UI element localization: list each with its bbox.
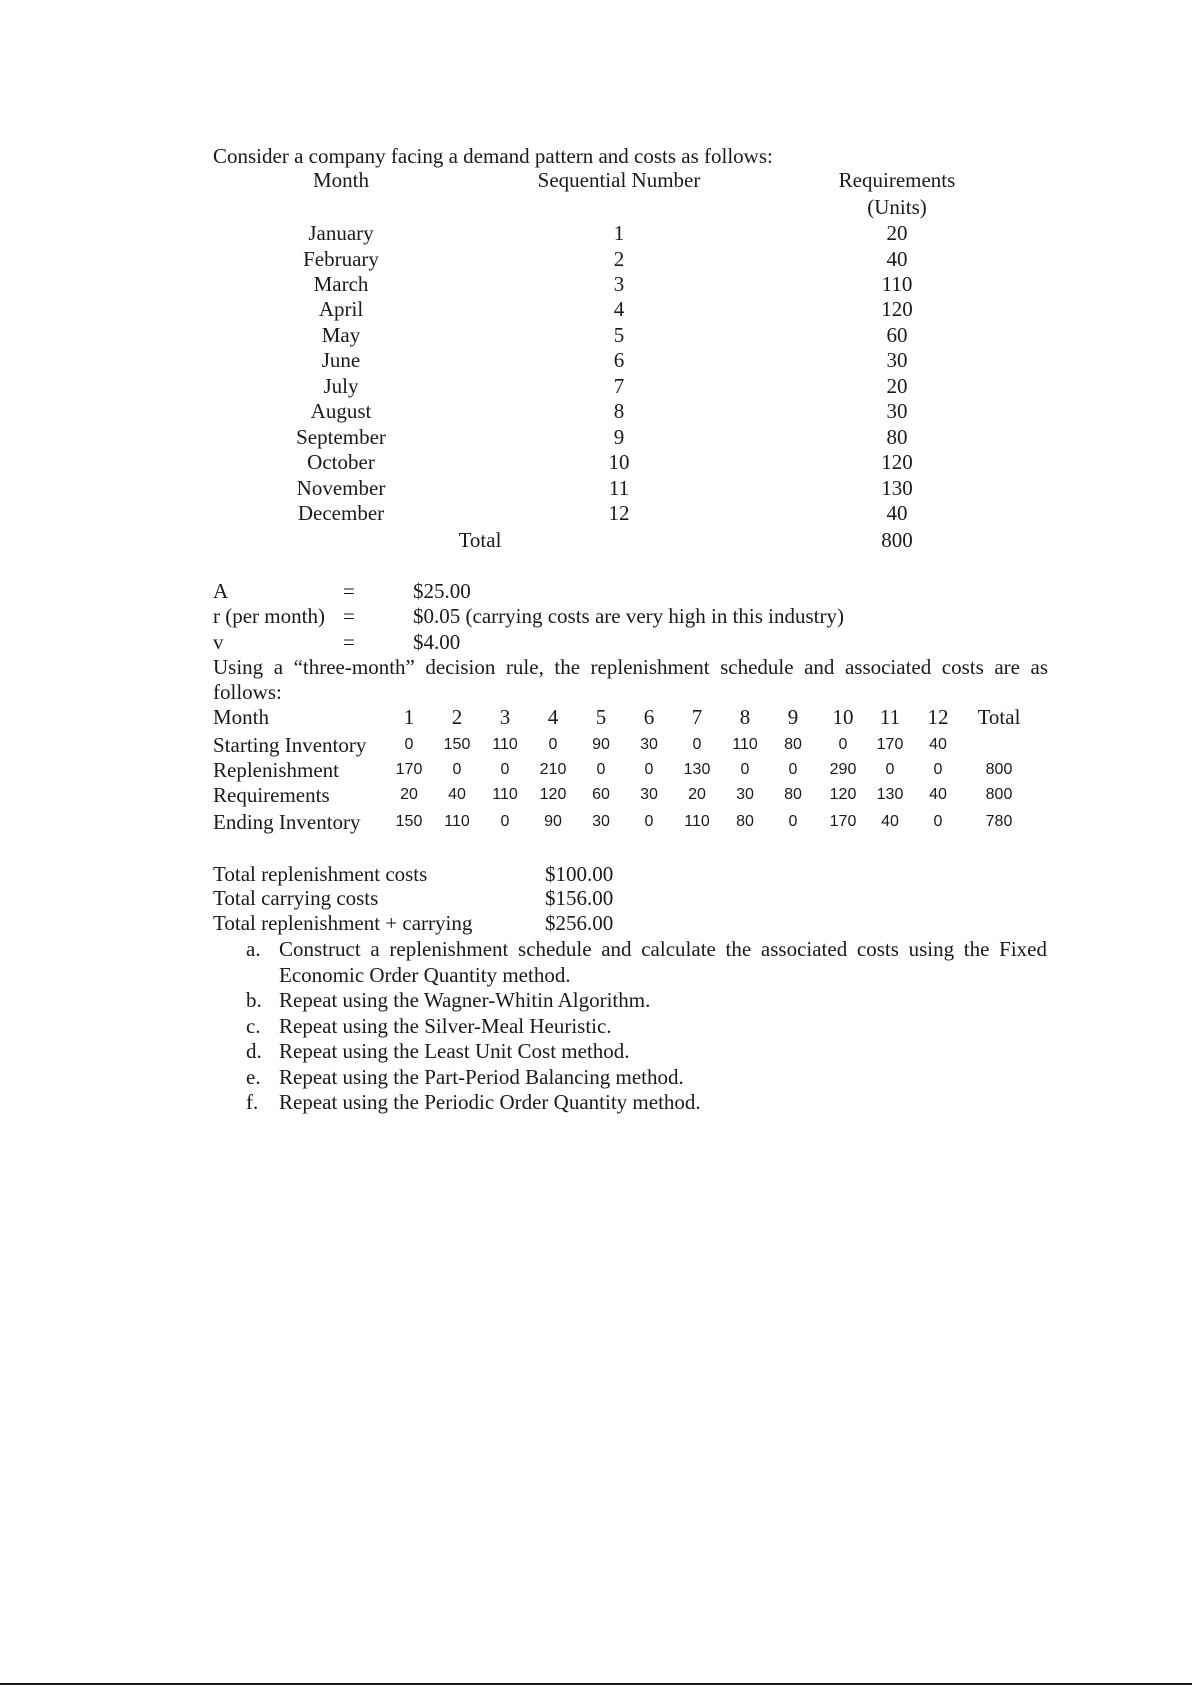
task-marker: d.	[246, 1039, 262, 1063]
schedule-cell: 0	[452, 761, 462, 778]
demand-req-cell: 120	[881, 450, 913, 474]
schedule-row-label: Requirements	[213, 783, 330, 807]
schedule-cell: 20	[688, 786, 706, 803]
schedule-cell: 120	[829, 786, 857, 803]
schedule-cell: 30	[640, 786, 658, 803]
schedule-month-header: 12	[927, 705, 949, 729]
schedule-cell: 0	[548, 736, 558, 753]
schedule-month-header: 8	[739, 705, 751, 729]
schedule-cell: 0	[644, 813, 654, 830]
demand-req-cell: 60	[886, 323, 908, 347]
schedule-cell: 30	[592, 813, 610, 830]
schedule-cell: 130	[683, 761, 711, 778]
schedule-row-label: Ending Inventory	[213, 810, 361, 834]
schedule-cell: 0	[740, 761, 750, 778]
schedule-cell: 0	[596, 761, 606, 778]
demand-req-cell: 40	[886, 501, 908, 525]
param-value: $0.05 (carrying costs are very high in this industry)	[413, 604, 844, 628]
schedule-cell: 20	[400, 786, 418, 803]
demand-seq-cell: 8	[613, 399, 625, 423]
schedule-cell: 0	[644, 761, 654, 778]
task-text: Repeat using the Silver-Meal Heuristic.	[279, 1013, 612, 1038]
schedule-month-header: 5	[595, 705, 607, 729]
schedule-cell: 290	[829, 761, 857, 778]
param-name: r (per month)	[213, 604, 325, 628]
schedule-cell: 60	[592, 786, 610, 803]
demand-header-req: Requirements	[838, 168, 956, 192]
task-text: Repeat using the Wagner-Whitin Algorithm.	[279, 988, 651, 1012]
task-marker: f.	[246, 1090, 259, 1114]
schedule-cell: 80	[784, 786, 802, 803]
demand-month-cell: March	[313, 272, 369, 296]
cost-label: Total replenishment costs	[213, 862, 428, 886]
schedule-month-header: 3	[499, 705, 511, 729]
schedule-cell: 110	[684, 813, 710, 830]
rule-line-1: Using a “three-month” decision rule, the replenishment schedule and associated costs are as	[213, 655, 1048, 679]
schedule-total-header: Total	[977, 705, 1021, 729]
cost-value: $156.00	[545, 886, 614, 910]
schedule-row-total: 800	[985, 761, 1013, 778]
schedule-cell: 80	[736, 813, 754, 830]
task-marker: e.	[246, 1064, 261, 1089]
schedule-row-label: Starting Inventory	[213, 733, 367, 757]
task-text: Construct a replenishment schedule and calculate the associated costs using the Fixed	[279, 937, 1047, 961]
schedule-header-label: Month	[213, 705, 270, 729]
schedule-cell: 0	[692, 736, 702, 753]
schedule-row-label: Replenishment	[213, 758, 339, 782]
schedule-cell: 0	[788, 761, 798, 778]
schedule-cell: 0	[500, 813, 510, 830]
demand-header-month: Month	[312, 168, 370, 192]
schedule-cell: 110	[492, 736, 518, 753]
schedule-month-header: 7	[691, 705, 703, 729]
schedule-cell: 0	[933, 761, 943, 778]
demand-month-cell: August	[310, 399, 372, 423]
schedule-cell: 30	[736, 786, 754, 803]
cost-label: Total carrying costs	[213, 886, 379, 910]
cost-label: Total replenishment + carrying	[213, 911, 473, 935]
schedule-row-total: 800	[985, 786, 1013, 803]
schedule-cell: 40	[881, 813, 899, 830]
schedule-cell: 40	[929, 786, 947, 803]
task-text: Economic Order Quantity method.	[279, 962, 571, 987]
cost-value: $100.00	[545, 862, 614, 886]
param-name: A	[213, 579, 229, 603]
demand-req-cell: 110	[881, 272, 913, 296]
schedule-cell: 0	[788, 813, 798, 830]
demand-month-cell: April	[318, 297, 364, 321]
demand-month-cell: May	[321, 323, 361, 347]
demand-req-cell: 130	[881, 476, 913, 500]
demand-month-cell: January	[308, 221, 374, 245]
demand-month-cell: February	[303, 247, 379, 271]
task-text: Repeat using the Part-Period Balancing method.	[279, 1064, 684, 1089]
schedule-cell: 0	[885, 761, 895, 778]
demand-total-label: Total	[458, 528, 502, 552]
schedule-cell: 150	[443, 736, 471, 753]
demand-month-cell: October	[307, 450, 375, 474]
param-value: $4.00	[413, 630, 461, 654]
intro-text: Consider a company facing a demand pattern and costs as follows:	[213, 144, 773, 168]
schedule-cell: 0	[404, 736, 414, 753]
demand-month-cell: July	[323, 374, 359, 398]
demand-seq-cell: 1	[613, 221, 625, 245]
schedule-cell: 170	[395, 761, 423, 778]
demand-req-cell: 40	[886, 247, 908, 271]
param-name: v	[213, 630, 224, 654]
demand-month-cell: December	[297, 501, 385, 525]
demand-req-cell: 80	[886, 425, 908, 449]
task-marker: b.	[246, 988, 262, 1012]
param-equals: =	[343, 630, 355, 654]
schedule-cell: 120	[539, 786, 567, 803]
schedule-row-total: 780	[985, 813, 1013, 830]
schedule-month-header: 6	[643, 705, 655, 729]
schedule-cell: 90	[592, 736, 610, 753]
schedule-month-header: 4	[547, 705, 559, 729]
schedule-month-header: 2	[451, 705, 463, 729]
schedule-month-header: 1	[403, 705, 415, 729]
demand-req-cell: 30	[886, 399, 908, 423]
demand-req-cell: 20	[886, 374, 908, 398]
demand-seq-cell: 11	[608, 476, 630, 500]
schedule-cell: 110	[732, 736, 758, 753]
task-text: Repeat using the Least Unit Cost method.	[279, 1039, 630, 1063]
demand-seq-cell: 7	[613, 374, 625, 398]
schedule-cell: 210	[539, 761, 567, 778]
schedule-cell: 130	[876, 786, 904, 803]
demand-header-seq: Sequential Number	[537, 168, 701, 192]
schedule-cell: 150	[395, 813, 423, 830]
demand-month-cell: September	[296, 425, 386, 449]
demand-seq-cell: 6	[613, 348, 625, 372]
param-value: $25.00	[413, 579, 471, 603]
demand-seq-cell: 10	[608, 450, 630, 474]
task-text: Repeat using the Periodic Order Quantity method.	[279, 1090, 701, 1114]
cost-value: $256.00	[545, 911, 614, 935]
param-equals: =	[343, 579, 355, 603]
schedule-month-header: 11	[879, 705, 901, 729]
schedule-cell: 90	[544, 813, 562, 830]
schedule-cell: 0	[500, 761, 510, 778]
demand-req-cell: 30	[886, 348, 908, 372]
schedule-cell: 170	[829, 813, 857, 830]
schedule-cell: 40	[929, 736, 947, 753]
schedule-cell: 40	[448, 786, 466, 803]
schedule-cell: 80	[784, 736, 802, 753]
demand-header-units: (Units)	[867, 195, 927, 219]
demand-month-cell: June	[321, 348, 361, 372]
demand-seq-cell: 2	[613, 247, 625, 271]
task-marker: a.	[246, 937, 261, 961]
schedule-cell: 0	[933, 813, 943, 830]
demand-req-cell: 120	[881, 297, 913, 321]
schedule-month-header: 10	[832, 705, 854, 729]
demand-total-value: 800	[881, 528, 913, 552]
schedule-month-header: 9	[787, 705, 799, 729]
demand-seq-cell: 9	[613, 425, 625, 449]
demand-seq-cell: 4	[613, 297, 625, 321]
demand-month-cell: November	[296, 476, 386, 500]
task-marker: c.	[246, 1013, 261, 1038]
demand-req-cell: 20	[886, 221, 908, 245]
schedule-cell: 0	[838, 736, 848, 753]
demand-seq-cell: 12	[608, 501, 630, 525]
demand-seq-cell: 5	[613, 323, 625, 347]
schedule-cell: 170	[876, 736, 904, 753]
schedule-cell: 110	[492, 786, 518, 803]
schedule-cell: 110	[444, 813, 470, 830]
param-equals: =	[343, 604, 355, 628]
schedule-cell: 30	[640, 736, 658, 753]
demand-seq-cell: 3	[613, 272, 625, 296]
rule-line-2: follows:	[213, 680, 282, 704]
